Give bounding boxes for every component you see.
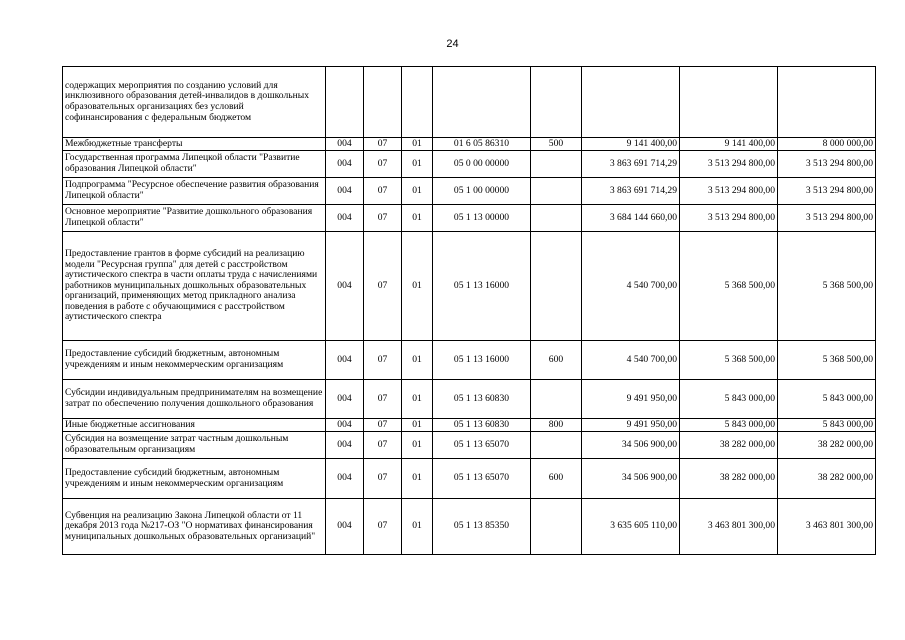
cell-amount-3: 3 513 294 800,00 [778, 151, 876, 178]
table-row [63, 432, 876, 459]
cell-amount-2 [680, 67, 778, 138]
cell-name: Иные бюджетные ассигнования [63, 419, 326, 432]
cell-subsection-code: 01 [402, 459, 433, 499]
cell-target-code: 05 1 13 16000 [433, 232, 531, 341]
table-row [63, 341, 876, 380]
cell-section-code: 07 [364, 459, 402, 499]
cell-amount-1: 34 506 900,00 [582, 459, 680, 499]
cell-subsection-code: 01 [402, 419, 433, 432]
cell-section-code: 07 [364, 232, 402, 341]
cell-target-code: 05 0 00 00000 [433, 151, 531, 178]
cell-amount-3: 38 282 000,00 [778, 459, 876, 499]
cell-ministry-code: 004 [326, 138, 364, 151]
cell-section-code: 07 [364, 432, 402, 459]
cell-amount-1: 3 684 144 660,00 [582, 205, 680, 232]
cell-amount-2: 3 513 294 800,00 [680, 178, 778, 205]
cell-amount-3: 5 368 500,00 [778, 232, 876, 341]
cell-expense-type: 800 [531, 419, 582, 432]
cell-name: Межбюджетные трансферты [63, 138, 326, 151]
cell-target-code: 05 1 13 65070 [433, 459, 531, 499]
cell-target-code: 05 1 00 00000 [433, 178, 531, 205]
table-body [63, 67, 876, 555]
cell-amount-2: 5 368 500,00 [680, 232, 778, 341]
cell-name: Основное мероприятие "Развитие дошкольного образования Липецкой области" [63, 205, 326, 232]
cell-name: Предоставление грантов в форме субсидий на реализацию модели "Ресурсная группа" для детей с расстройством аутистического спектра в части оплаты труда с начислениями работников муниципальных дошкольных образовательных организаций, применяющих метод прикладного анализа поведения в работе с обучающимися с расстройством аутистического спектра [63, 232, 326, 341]
cell-subsection-code: 01 [402, 341, 433, 380]
cell-name: Подпрограмма "Ресурсное обеспечение развития образования Липецкой области" [63, 178, 326, 205]
cell-section-code: 07 [364, 341, 402, 380]
cell-amount-3 [778, 67, 876, 138]
cell-expense-type [531, 178, 582, 205]
cell-subsection-code: 01 [402, 151, 433, 178]
cell-subsection-code: 01 [402, 380, 433, 419]
table-row [63, 151, 876, 178]
cell-expense-type [531, 67, 582, 138]
table-row [63, 178, 876, 205]
cell-section-code: 07 [364, 205, 402, 232]
cell-subsection-code: 01 [402, 205, 433, 232]
cell-section-code [364, 67, 402, 138]
cell-amount-1: 3 863 691 714,29 [582, 178, 680, 205]
cell-target-code: 05 1 13 65070 [433, 432, 531, 459]
cell-ministry-code: 004 [326, 432, 364, 459]
cell-ministry-code: 004 [326, 232, 364, 341]
cell-target-code: 01 6 05 86310 [433, 138, 531, 151]
cell-expense-type: 600 [531, 341, 582, 380]
cell-subsection-code: 01 [402, 499, 433, 555]
cell-amount-1: 34 506 900,00 [582, 432, 680, 459]
cell-target-code: 05 1 13 00000 [433, 205, 531, 232]
cell-section-code: 07 [364, 499, 402, 555]
cell-amount-3: 3 513 294 800,00 [778, 205, 876, 232]
cell-amount-2: 9 141 400,00 [680, 138, 778, 151]
cell-subsection-code: 01 [402, 232, 433, 341]
cell-expense-type [531, 499, 582, 555]
cell-amount-2: 38 282 000,00 [680, 432, 778, 459]
cell-name: Предоставление субсидий бюджетным, автономным учреждениям и иным некоммерческим организациям [63, 341, 326, 380]
cell-expense-type [531, 205, 582, 232]
cell-target-code [433, 67, 531, 138]
cell-ministry-code: 004 [326, 459, 364, 499]
cell-expense-type: 500 [531, 138, 582, 151]
cell-ministry-code: 004 [326, 205, 364, 232]
cell-ministry-code: 004 [326, 341, 364, 380]
cell-target-code: 05 1 13 60830 [433, 419, 531, 432]
cell-ministry-code [326, 67, 364, 138]
page-number: 24 [446, 38, 459, 50]
cell-section-code: 07 [364, 138, 402, 151]
cell-subsection-code: 01 [402, 178, 433, 205]
cell-amount-2: 38 282 000,00 [680, 459, 778, 499]
cell-name: Субсидия на возмещение затрат частным дошкольным образовательным организациям [63, 432, 326, 459]
cell-amount-3: 5 368 500,00 [778, 341, 876, 380]
cell-amount-2: 5 368 500,00 [680, 341, 778, 380]
cell-amount-1: 4 540 700,00 [582, 341, 680, 380]
table-row [63, 232, 876, 341]
cell-amount-3: 3 463 801 300,00 [778, 499, 876, 555]
cell-amount-2: 5 843 000,00 [680, 419, 778, 432]
table-row [63, 380, 876, 419]
cell-expense-type: 600 [531, 459, 582, 499]
cell-amount-3: 8 000 000,00 [778, 138, 876, 151]
cell-expense-type [531, 151, 582, 178]
table-row [63, 419, 876, 432]
cell-amount-2: 3 463 801 300,00 [680, 499, 778, 555]
cell-name: Субвенция на реализацию Закона Липецкой области от 11 декабря 2013 года №217-ОЗ "О нормативах финансирования муниципальных дошкольных образовательных организаций" [63, 499, 326, 555]
cell-ministry-code: 004 [326, 178, 364, 205]
cell-amount-3: 38 282 000,00 [778, 432, 876, 459]
table-row [63, 499, 876, 555]
cell-name: Предоставление субсидий бюджетным, автономным учреждениям и иным некоммерческим организациям [63, 459, 326, 499]
cell-section-code: 07 [364, 151, 402, 178]
cell-subsection-code [402, 67, 433, 138]
cell-section-code: 07 [364, 178, 402, 205]
cell-amount-1: 9 491 950,00 [582, 380, 680, 419]
table-row [63, 138, 876, 151]
cell-ministry-code: 004 [326, 499, 364, 555]
cell-amount-1: 4 540 700,00 [582, 232, 680, 341]
cell-ministry-code: 004 [326, 151, 364, 178]
cell-amount-3: 5 843 000,00 [778, 380, 876, 419]
cell-name: Государственная программа Липецкой области "Развитие образования Липецкой области" [63, 151, 326, 178]
cell-subsection-code: 01 [402, 432, 433, 459]
cell-target-code: 05 1 13 60830 [433, 380, 531, 419]
cell-expense-type [531, 380, 582, 419]
cell-expense-type [531, 432, 582, 459]
cell-ministry-code: 004 [326, 419, 364, 432]
cell-amount-1 [582, 67, 680, 138]
cell-subsection-code: 01 [402, 138, 433, 151]
cell-amount-1: 3 863 691 714,29 [582, 151, 680, 178]
cell-ministry-code: 004 [326, 380, 364, 419]
cell-section-code: 07 [364, 419, 402, 432]
cell-amount-3: 5 843 000,00 [778, 419, 876, 432]
cell-amount-1: 9 491 950,00 [582, 419, 680, 432]
cell-amount-2: 5 843 000,00 [680, 380, 778, 419]
cell-name: содержащих мероприятия по созданию условий для инклюзивного образования детей-инвалидов в дошкольных образовательных организациях без условий софинансирования с федеральным бюджетом [63, 67, 326, 138]
cell-amount-1: 3 635 605 110,00 [582, 499, 680, 555]
cell-expense-type [531, 232, 582, 341]
table-row [63, 205, 876, 232]
cell-amount-1: 9 141 400,00 [582, 138, 680, 151]
cell-target-code: 05 1 13 16000 [433, 341, 531, 380]
cell-amount-3: 3 513 294 800,00 [778, 178, 876, 205]
budget-table [62, 66, 876, 555]
cell-target-code: 05 1 13 85350 [433, 499, 531, 555]
cell-amount-2: 3 513 294 800,00 [680, 151, 778, 178]
table-row [63, 67, 876, 138]
cell-amount-2: 3 513 294 800,00 [680, 205, 778, 232]
cell-name: Субсидии индивидуальным предпринимателям на возмещение затрат по обеспечению получения дошкольного образования [63, 380, 326, 419]
table-row [63, 459, 876, 499]
cell-section-code: 07 [364, 380, 402, 419]
